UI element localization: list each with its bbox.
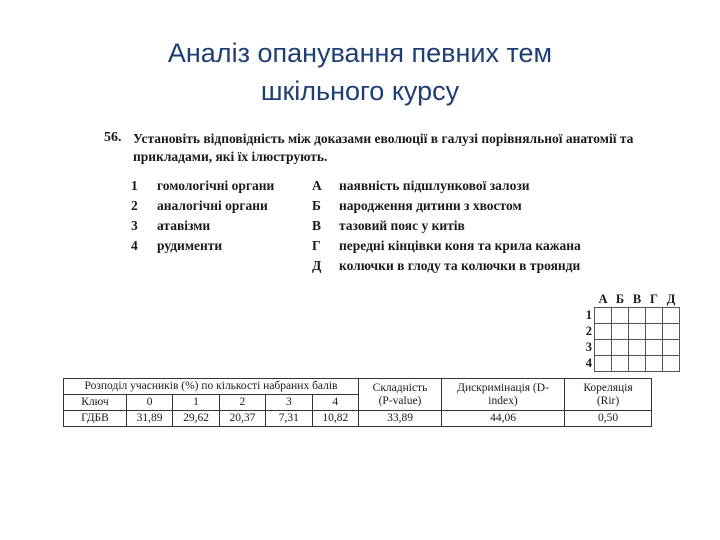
key-header: Ключ [64,395,127,411]
grid-cell[interactable] [612,324,629,340]
example-letter: Д [312,258,322,273]
score-header: 3 [266,395,312,411]
grid-col-header: А [598,292,608,306]
answer-grid [578,292,680,372]
grid-cell[interactable] [646,340,663,356]
statistics-table [63,378,652,427]
score-header: 0 [126,395,172,411]
grid-cell[interactable] [612,340,629,356]
correlation-header: Кореляція (Rir) [565,379,652,411]
title-line-2: шкільного курсу [260,76,460,106]
score-header: 4 [312,395,358,411]
score-header: 1 [173,395,219,411]
grid-cell[interactable] [612,308,629,324]
grid-cell[interactable] [629,324,646,340]
answer-key: ГДБВ [64,411,127,427]
score-percent: 29,62 [173,411,219,427]
example-letter: Б [312,198,321,213]
score-percent: 20,37 [219,411,265,427]
grid-cell[interactable] [663,340,680,356]
grid-cell[interactable] [663,324,680,340]
grid-cell[interactable] [629,356,646,372]
grid-row-header: 1 [585,308,592,322]
score-percent: 7,31 [266,411,312,427]
example-letter: В [312,218,322,233]
page-title [0,34,720,110]
example-letter: Г [312,238,321,253]
grid-cell[interactable] [663,356,680,372]
grid-col-header: Б [615,292,625,306]
question-number: 56. [104,130,122,145]
example-label: народження дитини з хвостом [339,198,522,213]
grid-cell[interactable] [595,356,612,372]
grid-cell[interactable] [663,308,680,324]
discrimination-value: 44,06 [442,411,565,427]
grid-cell[interactable] [595,324,612,340]
example-letter: А [312,178,322,193]
grid-cell[interactable] [595,340,612,356]
question-text: Установіть відповідність між доказами еволюції в галузі порівняльної анатомії та прикладами, які їх ілюструють. [133,131,634,164]
grid-cell[interactable] [629,340,646,356]
score-percent: 10,82 [312,411,358,427]
grid-cell[interactable] [646,308,663,324]
grid-cell[interactable] [646,324,663,340]
grid-row-header: 3 [585,340,592,354]
term-label: рудименти [157,238,223,253]
grid-cell[interactable] [612,356,629,372]
difficulty-value: 33,89 [359,411,442,427]
distribution-header: Розподіл учасників (%) по кількості набраних балів [64,379,359,395]
grid-col-header: Д [666,292,676,306]
grid-col-header: В [632,292,642,306]
term-number: 4 [131,238,138,253]
term-label: атавізми [157,218,211,233]
grid-row-header: 4 [585,356,592,370]
example-label: передні кінцівки коня та крила кажана [339,238,581,253]
grid-row-header: 2 [585,324,592,338]
difficulty-header: Складність (P-value) [359,379,442,411]
discrimination-header: Дискримінація (D- index) [442,379,565,411]
term-number: 2 [131,198,138,213]
correlation-value: 0,50 [565,411,652,427]
example-label: колючки в глоду та колючки в троянди [339,258,581,273]
example-label: наявність підшлункової залози [339,178,530,193]
example-label: тазовий пояс у китів [339,218,465,233]
term-number: 3 [131,218,138,233]
score-percent: 31,89 [126,411,172,427]
title-line-1: Аналіз опанування певних тем [167,38,553,68]
term-label: аналогічні органи [157,198,268,213]
term-label: гомологічні органи [157,178,275,193]
grid-cell[interactable] [595,308,612,324]
score-header: 2 [219,395,265,411]
grid-cell[interactable] [629,308,646,324]
grid-col-header: Г [650,292,658,306]
grid-cell[interactable] [646,356,663,372]
term-number: 1 [131,178,138,193]
